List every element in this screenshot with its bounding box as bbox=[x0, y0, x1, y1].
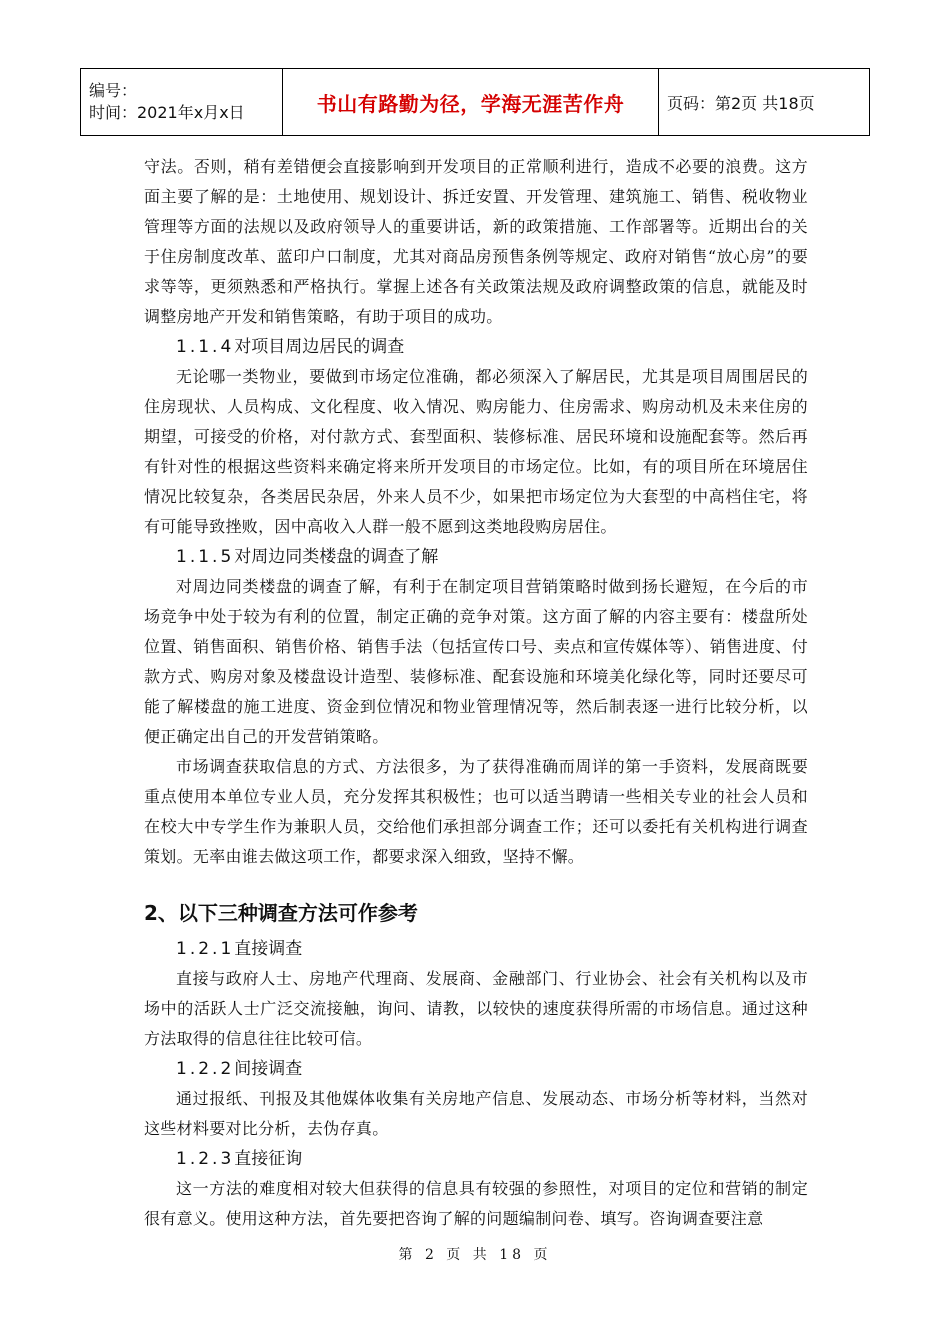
header-motto: 书山有路勤为径，学海无涯苦作舟 bbox=[283, 69, 659, 136]
subheading-number: 1.2.3 bbox=[176, 1149, 235, 1169]
subheading-1-2-1 bbox=[144, 934, 808, 964]
header-time: 时间：2021年x月x日 bbox=[89, 103, 245, 122]
paragraph-policy-continuation: 守法。否则，稍有差错便会直接影响到开发项目的正常顺利进行，造成不必要的浪费。这方面主要了解的是：土地使用、规划设计、拆迁安置、开发管理、建筑施工、销售、税收物业管理等方面的法规以及政府领导人的重要讲话，新的政策措施、工作部署等。近期出台的关于住房制度改革、蓝印户口制度，尤其对商品房预售条例等规定、政府对销售“放心房”的要求等等，更须熟悉和严格执行。掌握上述各有关政策法规及政府调整政策的信息，就能及时调整房地产开发和销售策略，有助于项目的成功。 bbox=[144, 157, 808, 326]
header-code: 编号： bbox=[89, 81, 138, 100]
subheading-text: 直接调查 bbox=[234, 939, 303, 959]
subheading-text: 间接调查 bbox=[234, 1059, 303, 1079]
subheading-number: 1.2.1 bbox=[176, 939, 235, 959]
paragraph-competitor-survey: 对周边同类楼盘的调查了解，有利于在制定项目营销策略时做到扬长避短，在今后的市场竞争中处于较为有利的位置，制定正确的竞争对策。这方面了解的内容主要有：楼盘所处位置、销售面积、销售价格、销售手法（包括宣传口号、卖点和宣传媒体等）、销售进度、付款方式、购房对象及楼盘设计造型、装修标准、配套设施和环境美化绿化等，同时还要尽可能了解楼盘的施工进度、资金到位情况和物业管理情况等，然后制表逐一进行比较分析，以便正确定出自己的开发营销策略。 bbox=[144, 577, 808, 746]
subheading-1-2-2 bbox=[144, 1054, 808, 1084]
paragraph-residents-survey: 无论哪一类物业，要做到市场定位准确，都必须深入了解居民，尤其是项目周围居民的住房现状、人员构成、文化程度、收入情况、购房能力、住房需求、购房动机及未来住房的期望，可接受的价格，对付款方式、套型面积、装修标准、居民环境和设施配套等。然后再有针对性的根据这些资料来确定将来所开发项目的市场定位。比如，有的项目所在环境居住情况比较复杂，各类居民杂居，外来人员不少，如果把市场定位为大套型的中高档住宅，将有可能导致挫败，因中高收入人群一般不愿到这类地段购房居住。 bbox=[144, 367, 808, 536]
subheading-text: 对项目周边居民的调查 bbox=[234, 337, 405, 357]
subheading-text: 对周边同类楼盘的调查了解 bbox=[234, 547, 439, 567]
subheading-number: 1.2.2 bbox=[176, 1059, 235, 1079]
section-title-2: 2、以下三种调查方法可作参考 bbox=[144, 901, 418, 925]
subheading-1-1-4 bbox=[144, 332, 808, 362]
paragraph-direct-survey: 直接与政府人士、房地产代理商、发展商、金融部门、行业协会、社会有关机构以及市场中的活跃人士广泛交流接触，询问、请教，以较快的速度获得所需的市场信息。通过这种方法取得的信息往往比较可信。 bbox=[144, 969, 808, 1048]
subheading-number: 1.1.5 bbox=[176, 547, 235, 567]
document-body bbox=[144, 152, 808, 1234]
header-meta-cell bbox=[81, 69, 283, 136]
paragraph-survey-methods: 市场调查获取信息的方式、方法很多，为了获得准确而周详的第一手资料，发展商既要重点使用本单位专业人员，充分发挥其积极性；也可以适当聘请一些相关专业的社会人员和在校大中专学生作为兼职人员，交给他们承担部分调查工作；还可以委托有关机构进行调查策划。无率由谁去做这项工作，都要求深入细致，坚持不懈。 bbox=[144, 757, 808, 866]
header-page-number: 页码：第2页 共18页 bbox=[659, 69, 870, 136]
subheading-number: 1.1.4 bbox=[176, 337, 235, 357]
paragraph-direct-inquiry: 这一方法的难度相对较大但获得的信息具有较强的参照性，对项目的定位和营销的制定很有意义。使用这种方法，首先要把咨询了解的问题编制问卷、填写。咨询调查要注意 bbox=[144, 1179, 808, 1228]
subheading-1-2-3 bbox=[144, 1144, 808, 1174]
header-table bbox=[80, 68, 870, 136]
paragraph-indirect-survey: 通过报纸、刊报及其他媒体收集有关房地产信息、发展动态、市场分析等材料，当然对这些材料要对比分析，去伪存真。 bbox=[144, 1089, 808, 1138]
subheading-1-1-5 bbox=[144, 542, 808, 572]
subheading-text: 直接征询 bbox=[234, 1149, 303, 1169]
footer-page-number: 第 2 页 共 18 页 bbox=[398, 1247, 552, 1263]
